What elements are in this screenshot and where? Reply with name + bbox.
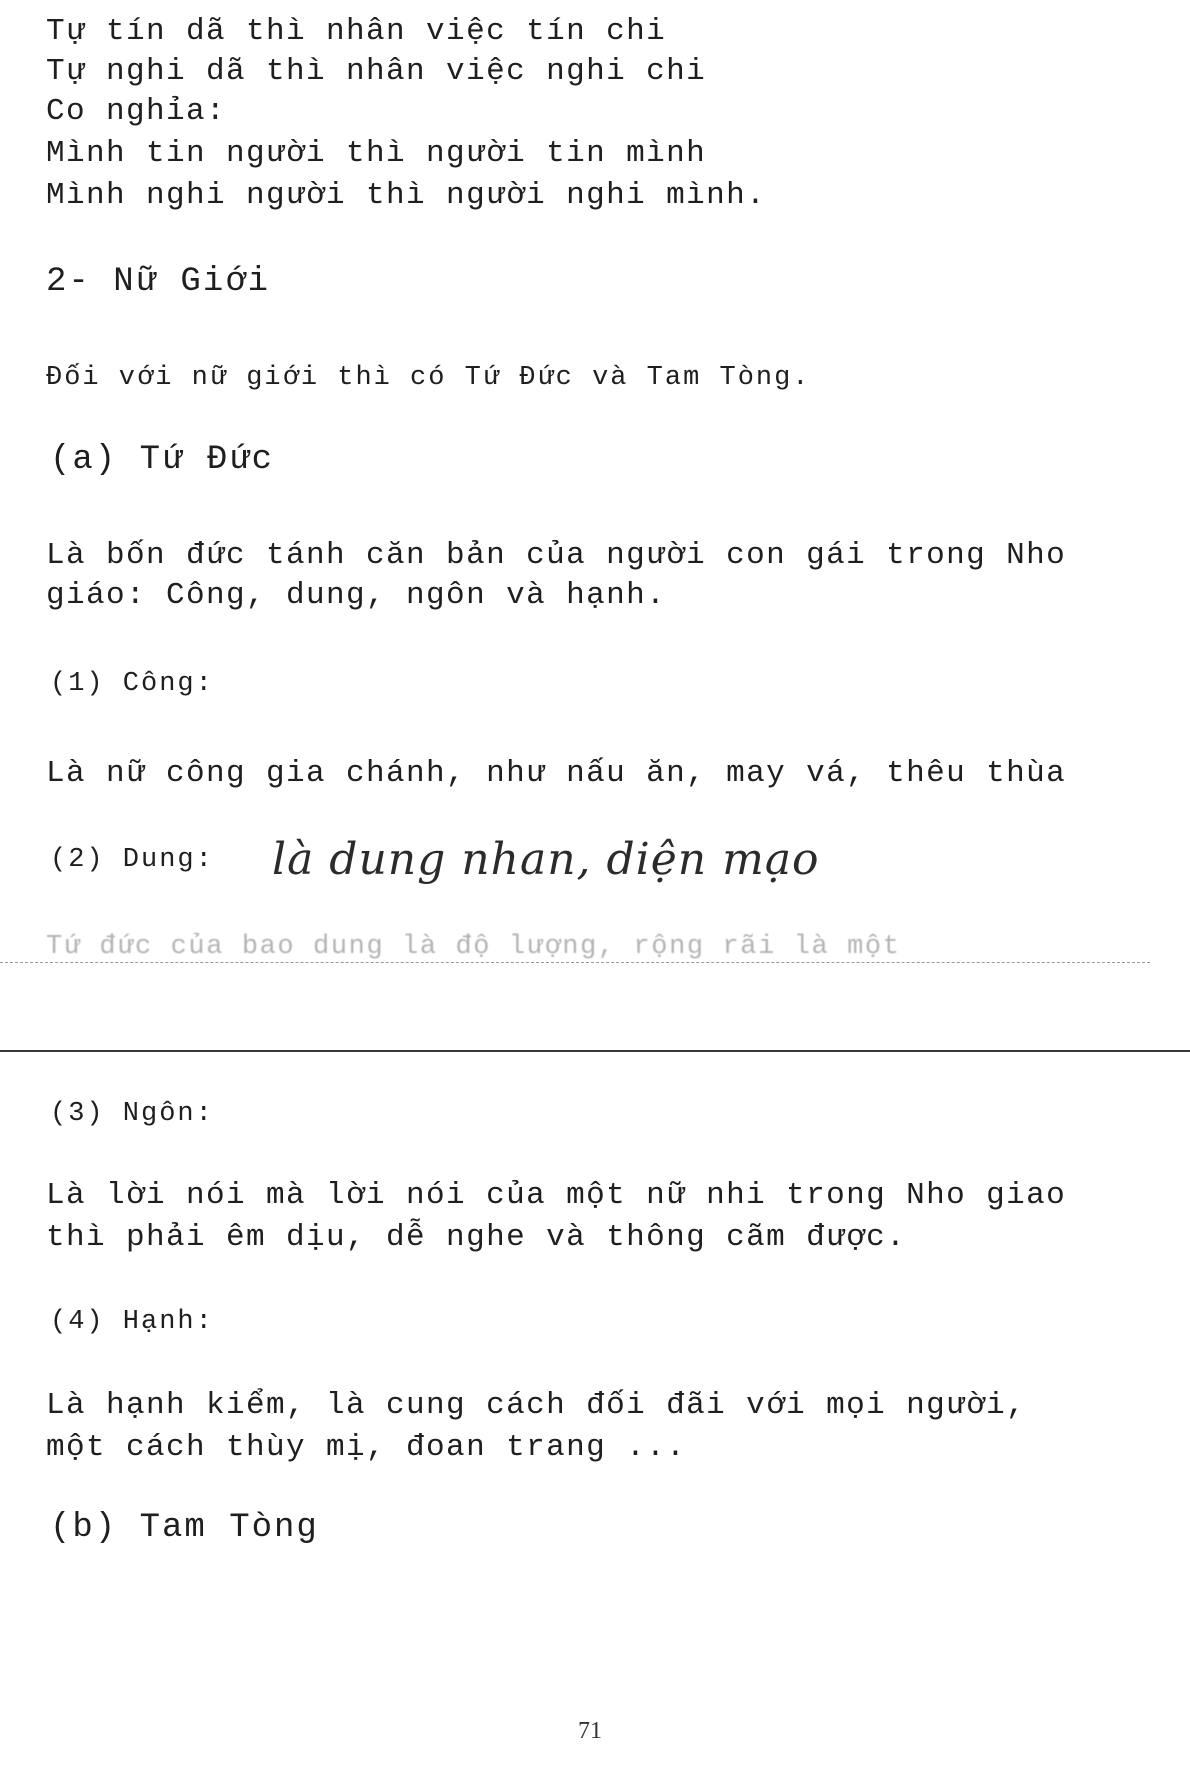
intro-line-4: Mình tin người thì người tin mình <box>46 136 707 171</box>
item-ngon-label: (3) Ngôn: <box>50 1099 214 1129</box>
item-ngon-text-line-1: Là lời nói mà lời nói của một nữ nhi trong Nho giao <box>46 1178 1067 1213</box>
handwritten-note: là dung nhan, diện mạo <box>272 834 820 885</box>
subsection-a-title: (a) Tứ Đức <box>50 441 275 479</box>
intro-line-2: Tự nghi dã thì nhân việc nghi chi <box>46 54 707 89</box>
intro-line-5: Mình nghi người thì người nghi mình. <box>46 178 767 213</box>
item-cong-text: Là nữ công gia chánh, như nấu ăn, may vá, thêu thùa <box>46 756 1067 791</box>
item-cong-label: (1) Công: <box>50 669 214 699</box>
intro-line-1: Tự tín dã thì nhân việc tín chi <box>46 14 667 49</box>
page-number: 71 <box>578 1718 602 1744</box>
item-hanh-text-line-2: một cách thùy mị, đoan trang ... <box>46 1430 687 1465</box>
item-hanh-text-line-1: Là hạnh kiểm, là cung cách đối đãi với mọi người, <box>46 1388 1027 1423</box>
item-dung-label: (2) Dung: <box>50 845 214 875</box>
item-hanh-label: (4) Hạnh: <box>50 1307 214 1337</box>
section-title: 2- Nữ Giới <box>46 263 271 301</box>
smudge-dashed-line <box>0 962 1150 963</box>
subsection-b-title: (b) Tam Tòng <box>50 1509 319 1547</box>
item-ngon-text-line-2: thì phải êm dịu, dễ nghe và thông cãm được. <box>46 1220 907 1255</box>
smudged-dung-text: Tứ đức của bao dung là độ lượng, rộng rãi là một <box>46 932 901 962</box>
intro-line-3: Co nghỉa: <box>46 94 227 129</box>
subsection-a-description-line-2: giáo: Công, dung, ngôn và hạnh. <box>46 578 667 613</box>
horizontal-rule <box>0 1050 1190 1052</box>
subsection-a-description-line-1: Là bốn đức tánh căn bản của người con gái trong Nho <box>46 538 1067 573</box>
section-intro: Đối với nữ giới thì có Tứ Đức và Tam Tòng. <box>46 363 811 393</box>
